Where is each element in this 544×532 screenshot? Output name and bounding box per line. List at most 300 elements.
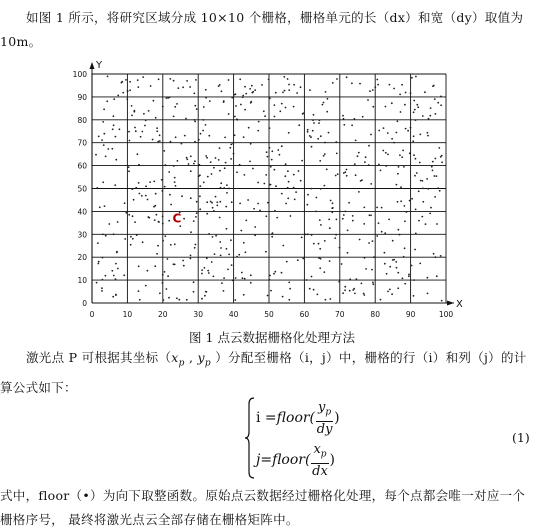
cloud-point xyxy=(354,293,356,295)
cloud-point xyxy=(399,234,401,236)
cloud-point xyxy=(184,135,186,137)
cloud-point xyxy=(410,127,412,129)
cloud-point xyxy=(331,207,333,209)
cloud-point xyxy=(316,197,318,199)
cloud-point xyxy=(271,236,273,238)
cloud-point xyxy=(347,230,349,232)
cloud-point xyxy=(231,97,233,99)
cloud-point xyxy=(195,216,197,218)
cloud-point xyxy=(270,166,272,168)
cloud-point xyxy=(265,215,267,217)
cloud-point xyxy=(415,119,417,121)
cloud-point xyxy=(176,103,178,105)
cloud-point xyxy=(199,195,201,197)
cloud-point xyxy=(368,145,370,147)
cloud-point xyxy=(285,107,287,109)
cloud-point xyxy=(226,248,228,250)
cloud-point xyxy=(410,92,412,94)
cloud-point xyxy=(115,278,117,280)
cloud-point xyxy=(403,256,405,258)
cloud-point xyxy=(339,247,341,249)
cloud-point xyxy=(324,185,326,187)
cloud-point xyxy=(382,150,384,152)
cloud-point xyxy=(352,215,354,217)
cloud-point xyxy=(401,156,403,158)
cloud-point xyxy=(376,79,378,81)
cloud-point xyxy=(397,120,399,122)
cloud-point xyxy=(158,221,160,223)
cloud-point xyxy=(275,92,277,94)
cloud-point xyxy=(103,133,105,135)
cloud-point xyxy=(205,89,207,91)
cloud-point xyxy=(309,89,311,91)
cloud-point xyxy=(436,223,438,225)
cloud-point xyxy=(98,136,100,138)
cloud-point xyxy=(309,288,311,290)
cloud-point xyxy=(273,273,275,275)
cloud-point xyxy=(437,187,439,189)
cloud-point xyxy=(408,275,410,277)
cloud-point xyxy=(290,215,292,217)
cloud-point xyxy=(128,166,130,168)
cloud-point xyxy=(204,267,206,269)
cloud-point xyxy=(219,217,221,219)
cloud-point xyxy=(324,153,326,155)
cloud-point xyxy=(376,207,378,209)
cloud-point xyxy=(413,279,415,281)
cloud-point xyxy=(354,118,356,120)
cloud-point xyxy=(132,238,134,240)
cloud-point xyxy=(365,156,367,158)
formula-block xyxy=(244,396,364,480)
cloud-point xyxy=(370,214,372,216)
row-lhs: j xyxy=(256,452,261,469)
cloud-point xyxy=(153,181,155,183)
cloud-point xyxy=(323,155,325,157)
cloud-point xyxy=(223,100,225,102)
cloud-point xyxy=(352,220,354,222)
cloud-point xyxy=(310,188,312,190)
cloud-point xyxy=(181,143,183,145)
cloud-point xyxy=(175,136,177,138)
cloud-point xyxy=(162,106,164,108)
y-tick-label: 90 xyxy=(77,92,87,102)
cloud-point xyxy=(326,111,328,113)
cloud-point xyxy=(288,299,290,301)
cloud-point xyxy=(111,270,113,272)
cloud-point xyxy=(216,201,218,203)
cloud-point xyxy=(170,204,172,206)
cloud-point xyxy=(157,141,159,143)
y-tick-label: 10 xyxy=(77,276,87,286)
cloud-point xyxy=(177,160,179,162)
cloud-point xyxy=(263,183,265,185)
cloud-point xyxy=(274,116,276,118)
cloud-point xyxy=(330,200,332,202)
cloud-point xyxy=(376,235,378,237)
cloud-point xyxy=(125,79,127,81)
cloud-point xyxy=(190,170,192,172)
cloud-point xyxy=(351,124,353,126)
cloud-point xyxy=(372,240,374,242)
cloud-point xyxy=(399,154,401,156)
cloud-point xyxy=(194,119,196,121)
cloud-point xyxy=(329,260,331,262)
cloud-point xyxy=(381,231,383,233)
cloud-point xyxy=(137,153,139,155)
fraction-xp-dx xyxy=(311,442,328,479)
cloud-point xyxy=(236,256,238,258)
cloud-point xyxy=(254,89,256,91)
cloud-point xyxy=(154,265,156,267)
cloud-point xyxy=(313,114,315,116)
cloud-point xyxy=(162,240,164,242)
cloud-point xyxy=(415,158,417,160)
cloud-point xyxy=(318,122,320,124)
cloud-point xyxy=(104,205,106,207)
row-eq: = xyxy=(260,452,273,469)
cloud-point xyxy=(231,264,233,266)
cloud-point xyxy=(145,195,147,197)
cloud-point xyxy=(251,92,253,94)
cloud-point xyxy=(115,263,117,265)
cloud-point xyxy=(181,195,183,197)
cloud-point xyxy=(201,273,203,275)
cloud-point xyxy=(418,190,420,192)
cloud-point xyxy=(320,224,322,226)
cloud-point xyxy=(249,88,251,90)
cloud-point xyxy=(208,233,210,235)
cloud-point xyxy=(397,272,399,274)
cloud-point xyxy=(218,85,220,87)
cloud-point xyxy=(115,294,117,296)
cloud-point xyxy=(267,156,269,158)
cloud-point xyxy=(123,274,125,276)
cloud-point xyxy=(346,175,348,177)
cloud-point xyxy=(357,155,359,157)
cloud-point xyxy=(150,85,152,87)
cloud-point xyxy=(293,187,295,189)
cloud-point xyxy=(230,144,232,146)
p2-x: x xyxy=(171,350,179,365)
x-tick-label: 70 xyxy=(335,310,345,319)
cloud-point xyxy=(190,231,192,233)
cloud-point xyxy=(432,170,434,172)
cloud-point xyxy=(253,208,255,210)
cloud-point xyxy=(422,180,424,182)
cloud-point xyxy=(282,245,284,247)
cloud-point xyxy=(147,216,149,218)
p2-text-after: ）分配至栅格（i，j）中，栅格的行（i）和列（j）的计算公式如下： xyxy=(0,350,527,395)
cloud-point xyxy=(221,90,223,92)
numerator-var: y xyxy=(318,400,326,415)
cloud-point xyxy=(397,173,399,175)
cloud-point xyxy=(162,216,164,218)
cloud-point xyxy=(212,236,214,238)
cloud-point xyxy=(408,274,410,276)
cloud-point xyxy=(231,201,233,203)
cloud-point xyxy=(117,268,119,270)
cloud-point xyxy=(378,130,380,132)
cloud-point xyxy=(218,159,220,161)
cloud-point xyxy=(242,96,244,98)
cloud-point xyxy=(296,92,298,94)
cloud-point xyxy=(440,104,442,106)
cloud-point xyxy=(409,200,411,202)
cloud-point xyxy=(288,89,290,91)
cloud-point xyxy=(348,202,350,204)
cloud-point xyxy=(241,272,243,274)
denominator: dy xyxy=(316,421,333,437)
cloud-point xyxy=(245,251,247,253)
cloud-point xyxy=(143,113,145,115)
cloud-point xyxy=(131,105,133,107)
cloud-point xyxy=(138,265,140,267)
cloud-point xyxy=(344,286,346,288)
cloud-point xyxy=(393,259,395,261)
cloud-point xyxy=(129,140,131,142)
cloud-point xyxy=(385,165,387,167)
cloud-point xyxy=(244,109,246,111)
p2-x-sub: p xyxy=(178,358,185,369)
cloud-point xyxy=(400,111,402,113)
cloud-point xyxy=(269,97,271,99)
cloud-point xyxy=(166,97,168,99)
cloud-point xyxy=(373,256,375,258)
numerator-var: x xyxy=(313,442,321,457)
cloud-point xyxy=(131,115,133,117)
cloud-point xyxy=(416,172,418,174)
cloud-point xyxy=(203,106,205,108)
cloud-point xyxy=(404,220,406,222)
cloud-point xyxy=(105,235,107,237)
cloud-point xyxy=(199,185,201,187)
cloud-point xyxy=(239,164,241,166)
cloud-point xyxy=(297,259,299,261)
cloud-point xyxy=(269,127,271,129)
cloud-point xyxy=(179,225,181,227)
cloud-point xyxy=(173,80,175,82)
cloud-point xyxy=(135,130,137,132)
cloud-point xyxy=(206,201,208,203)
cloud-point xyxy=(162,282,164,284)
cloud-point xyxy=(154,219,156,221)
cloud-point xyxy=(226,192,228,194)
cloud-point xyxy=(437,102,439,104)
cloud-point xyxy=(145,120,147,122)
cloud-point xyxy=(193,291,195,293)
cloud-point xyxy=(156,127,158,129)
cloud-point xyxy=(392,240,394,242)
cloud-point xyxy=(306,279,308,281)
cloud-point xyxy=(178,299,180,301)
cloud-point xyxy=(205,155,207,157)
cloud-point xyxy=(96,187,98,189)
cloud-point xyxy=(436,275,438,277)
cloud-point xyxy=(393,88,395,90)
cloud-point xyxy=(274,104,276,106)
cloud-point xyxy=(363,294,365,296)
cloud-point xyxy=(185,118,187,120)
cloud-point xyxy=(409,152,411,154)
cloud-point xyxy=(235,277,237,279)
cloud-point xyxy=(441,300,443,302)
cloud-point xyxy=(232,143,234,145)
cloud-point xyxy=(219,201,221,203)
cloud-point xyxy=(320,135,322,137)
cloud-point xyxy=(342,115,344,117)
cloud-point xyxy=(288,132,290,134)
y-tick-label: 100 xyxy=(72,70,87,79)
cloud-point xyxy=(159,140,161,142)
left-brace xyxy=(244,396,256,480)
cloud-point xyxy=(212,207,214,209)
cloud-point xyxy=(328,219,330,221)
formula-row-j xyxy=(256,442,335,479)
cloud-point xyxy=(399,94,401,96)
cloud-point xyxy=(258,121,260,123)
cloud-point xyxy=(195,79,197,81)
cloud-point xyxy=(381,207,383,209)
cloud-point xyxy=(228,79,230,81)
cloud-point xyxy=(112,296,114,298)
cloud-point xyxy=(206,213,208,215)
cloud-point xyxy=(422,188,424,190)
y-tick-label: 20 xyxy=(77,253,87,263)
cloud-point xyxy=(434,98,436,100)
axis-ticks xyxy=(73,70,454,319)
cloud-point xyxy=(244,174,246,176)
cloud-point xyxy=(276,217,278,219)
cloud-point xyxy=(196,108,198,110)
cloud-point xyxy=(245,93,247,95)
cloud-point xyxy=(320,258,322,260)
cloud-point xyxy=(307,204,309,206)
cloud-point xyxy=(190,258,192,260)
cloud-point xyxy=(293,106,295,108)
cloud-point xyxy=(267,295,269,297)
cloud-point xyxy=(201,298,203,300)
numerator xyxy=(316,400,333,422)
cloud-point xyxy=(370,183,372,185)
cloud-point xyxy=(372,89,374,91)
cloud-point xyxy=(228,188,230,190)
cloud-point xyxy=(434,196,436,198)
cloud-point xyxy=(429,115,431,117)
cloud-point xyxy=(336,219,338,221)
cloud-point xyxy=(344,289,346,291)
cloud-point xyxy=(358,152,360,154)
cloud-point xyxy=(268,79,270,81)
cloud-point xyxy=(329,298,331,300)
cloud-point xyxy=(416,104,418,106)
cloud-point xyxy=(243,294,245,296)
cloud-point xyxy=(313,122,315,124)
cloud-point xyxy=(234,116,236,118)
cloud-point xyxy=(413,100,415,102)
cloud-point xyxy=(282,296,284,298)
cloud-point xyxy=(105,275,107,277)
cloud-point xyxy=(298,124,300,126)
cloud-point xyxy=(305,234,307,236)
cloud-point xyxy=(152,139,154,141)
cloud-point xyxy=(194,105,196,107)
cloud-point xyxy=(413,135,415,137)
cloud-point xyxy=(265,174,267,176)
cloud-point xyxy=(96,282,98,284)
close-paren: ) xyxy=(329,452,336,469)
cloud-point xyxy=(396,132,398,134)
cloud-point xyxy=(404,104,406,106)
cloud-point xyxy=(364,257,366,259)
cloud-point xyxy=(193,163,195,165)
cloud-point xyxy=(422,115,424,117)
p2-text-before: 激光点 P 可根据其坐标（ xyxy=(26,350,172,365)
cloud-point xyxy=(115,136,117,138)
cloud-point xyxy=(335,141,337,143)
x-tick-label: 50 xyxy=(264,310,274,319)
cloud-point xyxy=(240,104,242,106)
cloud-point xyxy=(226,228,228,230)
cloud-point xyxy=(169,194,171,196)
cloud-point xyxy=(307,194,309,196)
grid-lines xyxy=(92,63,454,303)
cloud-point xyxy=(323,271,325,273)
point-c-marker: C xyxy=(172,211,182,226)
cloud-point xyxy=(209,100,211,102)
cloud-point xyxy=(114,184,116,186)
cloud-point xyxy=(315,211,317,213)
cloud-point xyxy=(117,221,119,223)
cloud-point xyxy=(275,185,277,187)
cloud-point xyxy=(356,278,358,280)
cloud-point xyxy=(312,119,314,121)
cloud-point xyxy=(194,121,196,123)
cloud-point xyxy=(189,86,191,88)
cloud-point xyxy=(317,294,319,296)
cloud-point xyxy=(201,269,203,271)
cloud-point xyxy=(194,160,196,162)
cloud-point xyxy=(364,161,366,163)
cloud-point xyxy=(380,170,382,172)
cloud-point xyxy=(329,227,331,229)
cloud-point xyxy=(440,96,442,98)
cloud-point xyxy=(349,290,351,292)
cloud-point xyxy=(243,136,245,138)
cloud-point xyxy=(202,130,204,132)
figure-caption: 图 1 点云数据栅格化处理方法 xyxy=(189,330,355,345)
cloud-point xyxy=(235,105,237,107)
cloud-point xyxy=(198,175,200,177)
cloud-point xyxy=(372,282,374,284)
cloud-point xyxy=(324,240,326,242)
cloud-point xyxy=(327,98,329,100)
cloud-point xyxy=(190,255,192,257)
cloud-point xyxy=(97,242,99,244)
cloud-point xyxy=(372,106,374,108)
cloud-point xyxy=(293,174,295,176)
cloud-point xyxy=(287,197,289,199)
x-tick-label: 20 xyxy=(158,310,168,319)
cloud-point xyxy=(272,232,274,234)
cloud-point xyxy=(166,288,168,290)
cloud-point xyxy=(140,136,142,138)
cloud-point xyxy=(336,153,338,155)
cloud-point xyxy=(319,160,321,162)
cloud-point xyxy=(424,91,426,93)
cloud-point xyxy=(403,166,405,168)
cloud-point xyxy=(113,124,115,126)
